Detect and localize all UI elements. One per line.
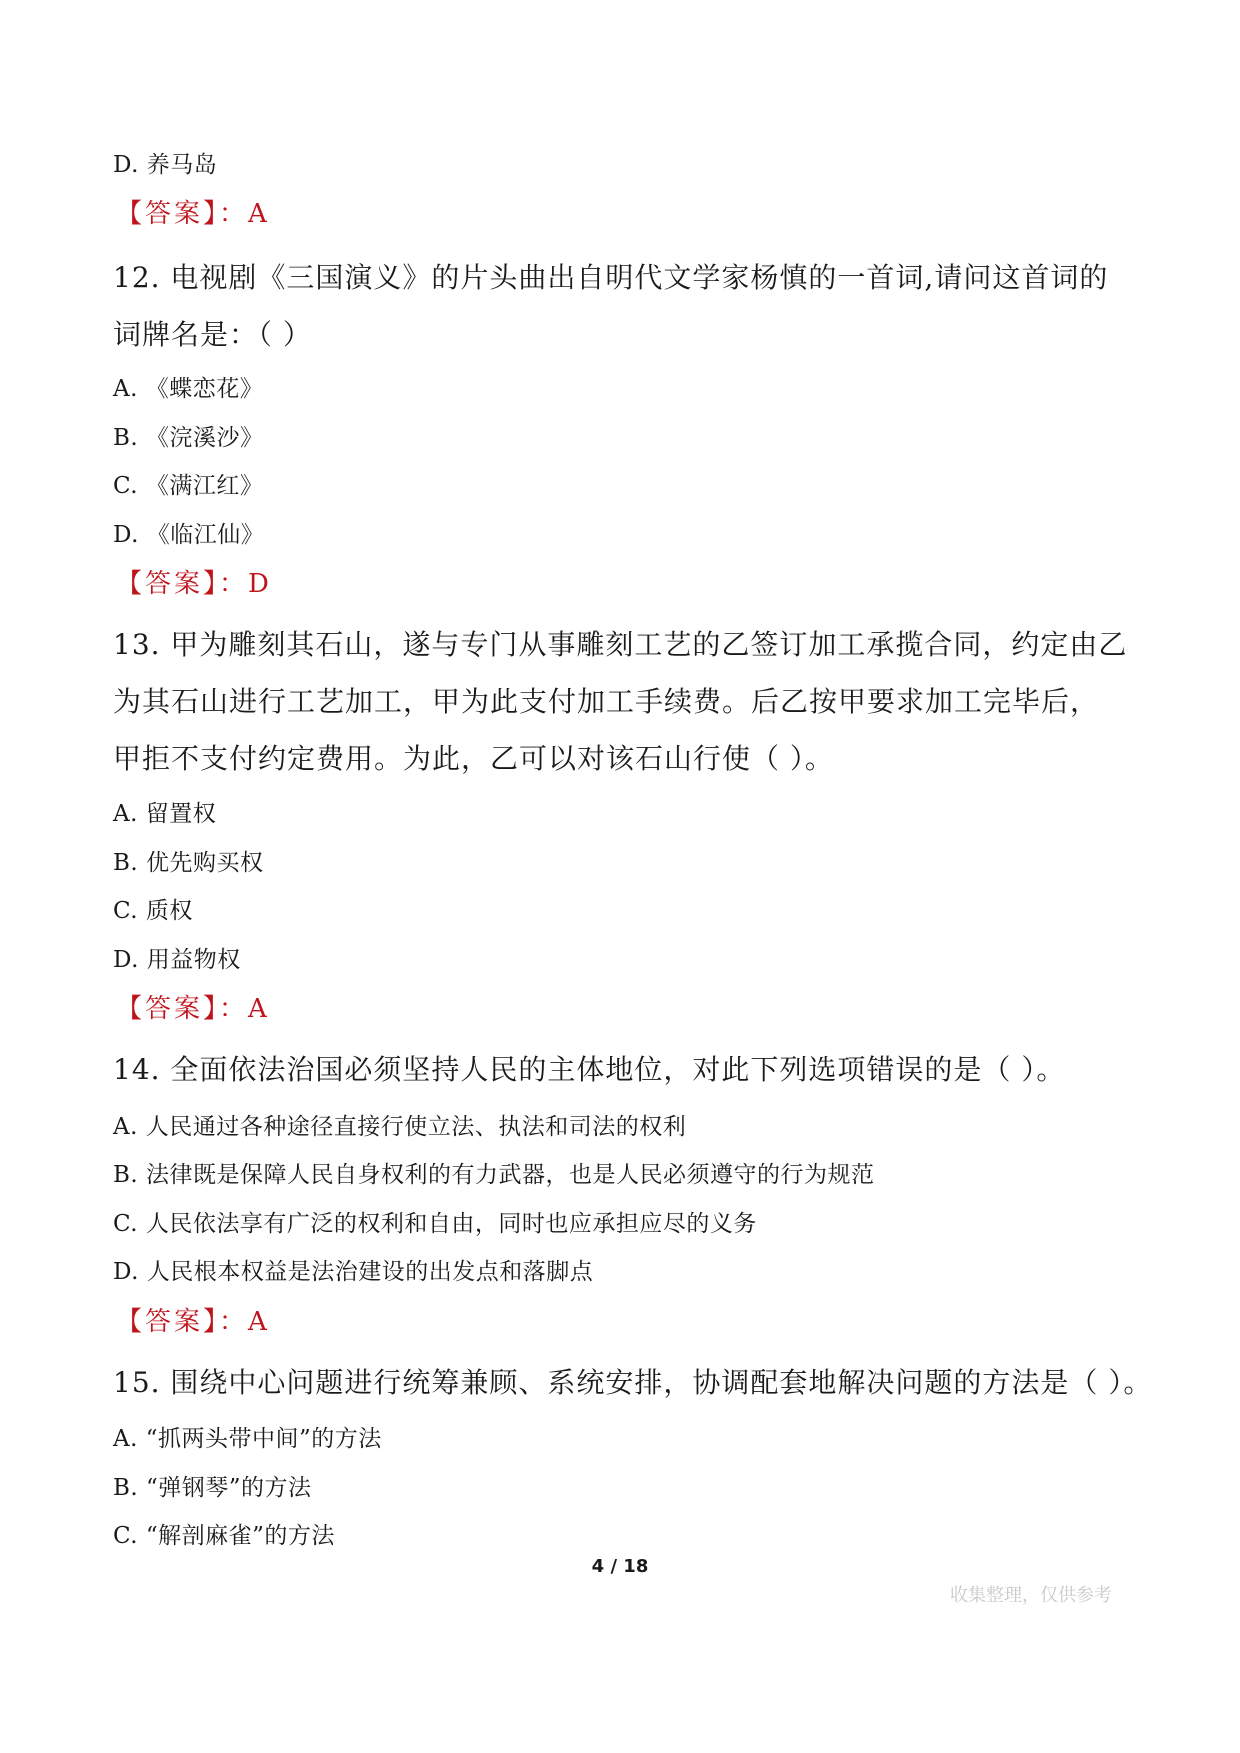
q13-answer: 【答案】：A [116,994,270,1024]
q12-option-b: B. 《浣溪沙》 [113,425,264,451]
q15-option-c: C. “解剖麻雀”的方法 [113,1523,335,1549]
q15-option-a: A. “抓两头带中间”的方法 [113,1426,382,1452]
q14-option-d: D. 人民根本权益是法治建设的出发点和落脚点 [113,1259,594,1285]
q12-option-d: D. 《临江仙》 [113,522,265,548]
q13-option-a: A. 留置权 [113,801,217,827]
footer-watermark-text: 收集整理，仅供参考 [950,1585,1112,1606]
q12-text-line1: 12. 电视剧《三国演义》的片头曲出自明代文学家杨慎的一首词,请问这首词的 [113,261,1109,294]
q13-text-line3: 甲拒不支付约定费用。为此，乙可以对该石山行使（ ）。 [113,742,834,775]
q12-option-c: C. 《满江红》 [113,473,264,499]
q13-text-line1: 13. 甲为雕刻其石山，遂与专门从事雕刻工艺的乙签订加工承揽合同，约定由乙 [113,628,1128,661]
q15-text-line1: 15. 围绕中心问题进行统筹兼顾、系统安排，协调配套地解决问题的方法是（ ）。 [113,1366,1153,1399]
q14-option-c: C. 人民依法享有广泛的权利和自由，同时也应承担应尽的义务 [113,1211,757,1237]
q14-answer: 【答案】：A [116,1307,270,1337]
page-number: 4 / 18 [591,1556,649,1577]
q14-text-line1: 14. 全面依法治国必须坚持人民的主体地位，对此下列选项错误的是（ ）。 [113,1053,1066,1086]
q14-option-b: B. 法律既是保障人民自身权利的有力武器，也是人民必须遵守的行为规范 [113,1162,875,1188]
q12-option-a: A. 《蝶恋花》 [113,376,264,402]
q11-answer: 【答案】：A [116,199,270,229]
q13-text-line2: 为其石山进行工艺加工，甲为此支付加工手续费。后乙按甲要求加工完毕后， [113,685,1100,718]
q13-option-b: B. 优先购买权 [113,850,264,876]
q13-option-d: D. 用益物权 [113,947,241,973]
q12-text-line2: 词牌名是：（ ） [113,318,312,351]
q13-option-c: C. 质权 [113,898,193,924]
q14-option-a: A. 人民通过各种途径直接行使立法、执法和司法的权利 [113,1114,687,1140]
q11-option-d: D. 养马岛 [113,152,218,178]
q12-answer: 【答案】：D [116,569,272,599]
q15-option-b: B. “弹钢琴”的方法 [113,1475,312,1501]
